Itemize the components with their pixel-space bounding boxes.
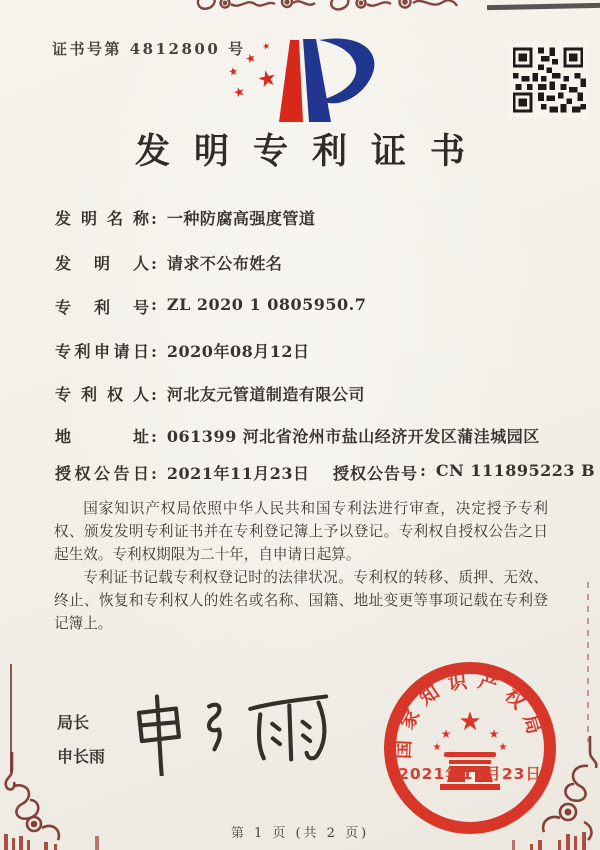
svg-text:★: ★ bbox=[243, 49, 259, 67]
seal-date: 2021年11月23日 bbox=[398, 765, 542, 783]
page-number: 第 1 页 (共 2 页) bbox=[230, 826, 370, 841]
svg-text:★: ★ bbox=[261, 41, 272, 53]
top-border-ornament bbox=[195, 0, 460, 16]
official-seal-icon bbox=[372, 650, 582, 840]
field-label: 授权公告日 bbox=[55, 464, 149, 483]
svg-text:★: ★ bbox=[440, 727, 452, 741]
svg-text:★: ★ bbox=[432, 742, 442, 753]
qr-code-icon bbox=[507, 42, 589, 118]
field-inventor bbox=[55, 251, 555, 275]
field-grant-date bbox=[55, 464, 309, 483]
field-label: 专利申请日 bbox=[55, 342, 149, 361]
director-name: 申长雨 bbox=[57, 747, 106, 766]
right-border-dotted-line bbox=[587, 582, 589, 742]
svg-text:★: ★ bbox=[231, 83, 248, 102]
svg-text:★: ★ bbox=[458, 707, 482, 737]
field-value: 2021年11月23日 bbox=[166, 464, 310, 483]
field-label: 专利号 bbox=[55, 298, 149, 317]
legal-paragraph-2: 专利证书记载专利权登记时的法律状况。专利权的转移、质押、无效、终止、恢复和专利权人的姓名或名称、国籍、地址变更等事项记载在专利登记簿上。 bbox=[54, 569, 548, 633]
field-patentee bbox=[55, 382, 555, 406]
legal-paragraph-1: 国家知识产权局依照中华人民共和国专利法进行审查，决定授予专利权、颁发发明专利证书并在专利登记簿上予以登记。专利权自授权公告之日起生效。专利权期限为二十年，自申请日起算。 bbox=[54, 500, 548, 564]
field-label: 发明名称 bbox=[55, 209, 149, 228]
handwritten-signature-icon bbox=[126, 688, 341, 776]
field-grant-row bbox=[55, 461, 596, 485]
field-value: CN 111895223 B bbox=[435, 461, 596, 480]
field-filing-date bbox=[55, 339, 555, 363]
field-label: 授权公告号 bbox=[333, 464, 419, 483]
top-edge-line bbox=[487, 3, 600, 10]
svg-text:★: ★ bbox=[488, 727, 500, 741]
colon: : bbox=[151, 209, 157, 228]
certificate-title: 发明专利证书 bbox=[134, 131, 489, 172]
bottom-edge-tick bbox=[512, 840, 515, 850]
colon: : bbox=[151, 254, 157, 273]
cnipa-logo-icon bbox=[215, 30, 395, 126]
field-value: 河北友元管道制造有限公司 bbox=[166, 385, 365, 404]
certificate-number: 证书号第 4812800 号 bbox=[52, 40, 246, 58]
svg-text:★: ★ bbox=[227, 64, 240, 79]
field-address bbox=[55, 424, 555, 448]
field-value: 061399 河北省沧州市盐山经济开发区蒲洼城园区 bbox=[166, 427, 540, 446]
field-label: 发明人 bbox=[55, 254, 149, 273]
director-title: 局长 bbox=[57, 713, 90, 732]
field-grant-number bbox=[333, 461, 595, 484]
colon: : bbox=[151, 385, 157, 404]
svg-text:★: ★ bbox=[255, 65, 280, 94]
colon: : bbox=[151, 464, 157, 483]
colon: : bbox=[151, 427, 157, 446]
field-label: 地址 bbox=[55, 427, 149, 446]
colon: : bbox=[151, 342, 157, 361]
seal-arc-text: 国家知识产权局 bbox=[392, 669, 548, 760]
field-label: 专利权人 bbox=[55, 385, 149, 404]
legal-text-block bbox=[54, 497, 548, 635]
field-value: 请求不公布姓名 bbox=[166, 254, 283, 273]
svg-text:★: ★ bbox=[498, 742, 508, 753]
field-invention-name bbox=[55, 206, 555, 230]
field-patent-number bbox=[55, 295, 555, 319]
field-value: 2020年08月12日 bbox=[166, 342, 310, 361]
colon: : bbox=[151, 295, 157, 314]
colon: : bbox=[420, 461, 426, 480]
field-value: ZL 2020 1 0805950.7 bbox=[166, 295, 367, 314]
field-value: 一种防腐高强度管道 bbox=[166, 209, 316, 228]
